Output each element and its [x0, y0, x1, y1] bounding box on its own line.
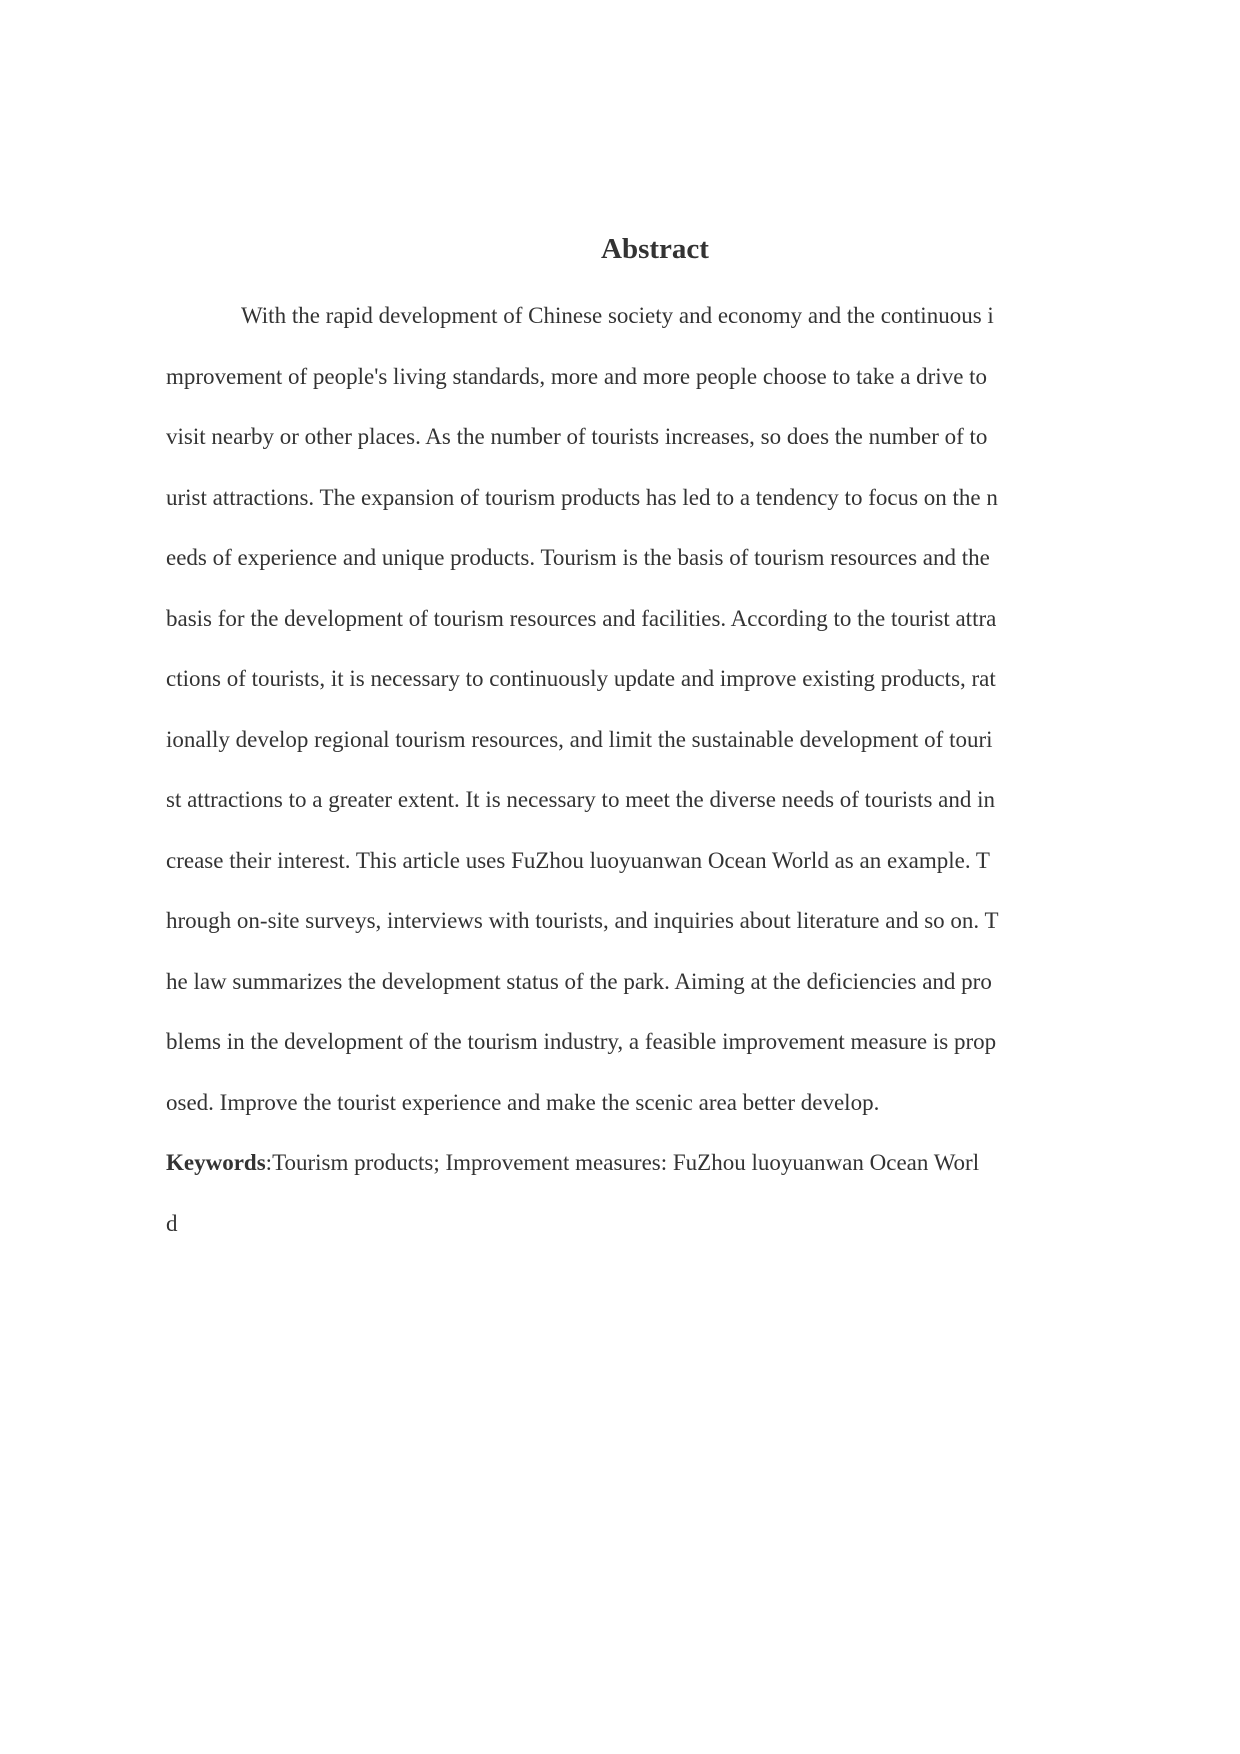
- abstract-line: basis for the development of tourism resources and facilities. According to the tourist attra: [166, 605, 997, 631]
- keywords-line: [166, 1133, 1074, 1194]
- keywords-label: Keywords: [166, 1150, 266, 1175]
- abstract-line: eeds of experience and unique products. Tourism is the basis of tourism resources and the: [166, 545, 990, 570]
- abstract-line: he law summarizes the development status of the park. Aiming at the deficiencies and pro: [166, 968, 992, 994]
- abstract-line: osed. Improve the tourist experience and make the scenic area better develop.: [166, 1089, 880, 1115]
- abstract-line: visit nearby or other places. As the number of tourists increases, so does the number of to: [166, 424, 988, 449]
- abstract-line: blems in the development of the tourism industry, a feasible improvement measure is prop: [166, 1029, 997, 1054]
- keywords-text: Tourism products; Improvement measures: FuZhou luoyuanwan Ocean Worl: [272, 1150, 980, 1175]
- keywords-separator: :: [265, 1150, 273, 1175]
- abstract-line: crease their interest. This article uses FuZhou luoyuanwan Ocean World as an example. T: [166, 847, 990, 873]
- abstract-line: st attractions to a greater extent. It is necessary to meet the diverse needs of tourists and in: [166, 787, 996, 812]
- abstract-body: [166, 286, 1074, 1254]
- keywords-continuation: d: [166, 1210, 178, 1236]
- abstract-line: ionally develop regional tourism resources, and limit the sustainable development of touri: [166, 726, 993, 752]
- abstract-line: With the rapid development of Chinese society and economy and the continuous i: [241, 303, 994, 328]
- abstract-title: Abstract: [601, 233, 709, 265]
- abstract-line: ctions of tourists, it is necessary to continuously update and improve existing products, rat: [166, 666, 996, 691]
- abstract-line: hrough on-site surveys, interviews with tourists, and inquiries about literature and so on. T: [166, 908, 999, 933]
- abstract-line: urist attractions. The expansion of tourism products has led to a tendency to focus on the n: [166, 484, 998, 510]
- abstract-line: mprovement of people's living standards, more and more people choose to take a drive to: [166, 363, 988, 389]
